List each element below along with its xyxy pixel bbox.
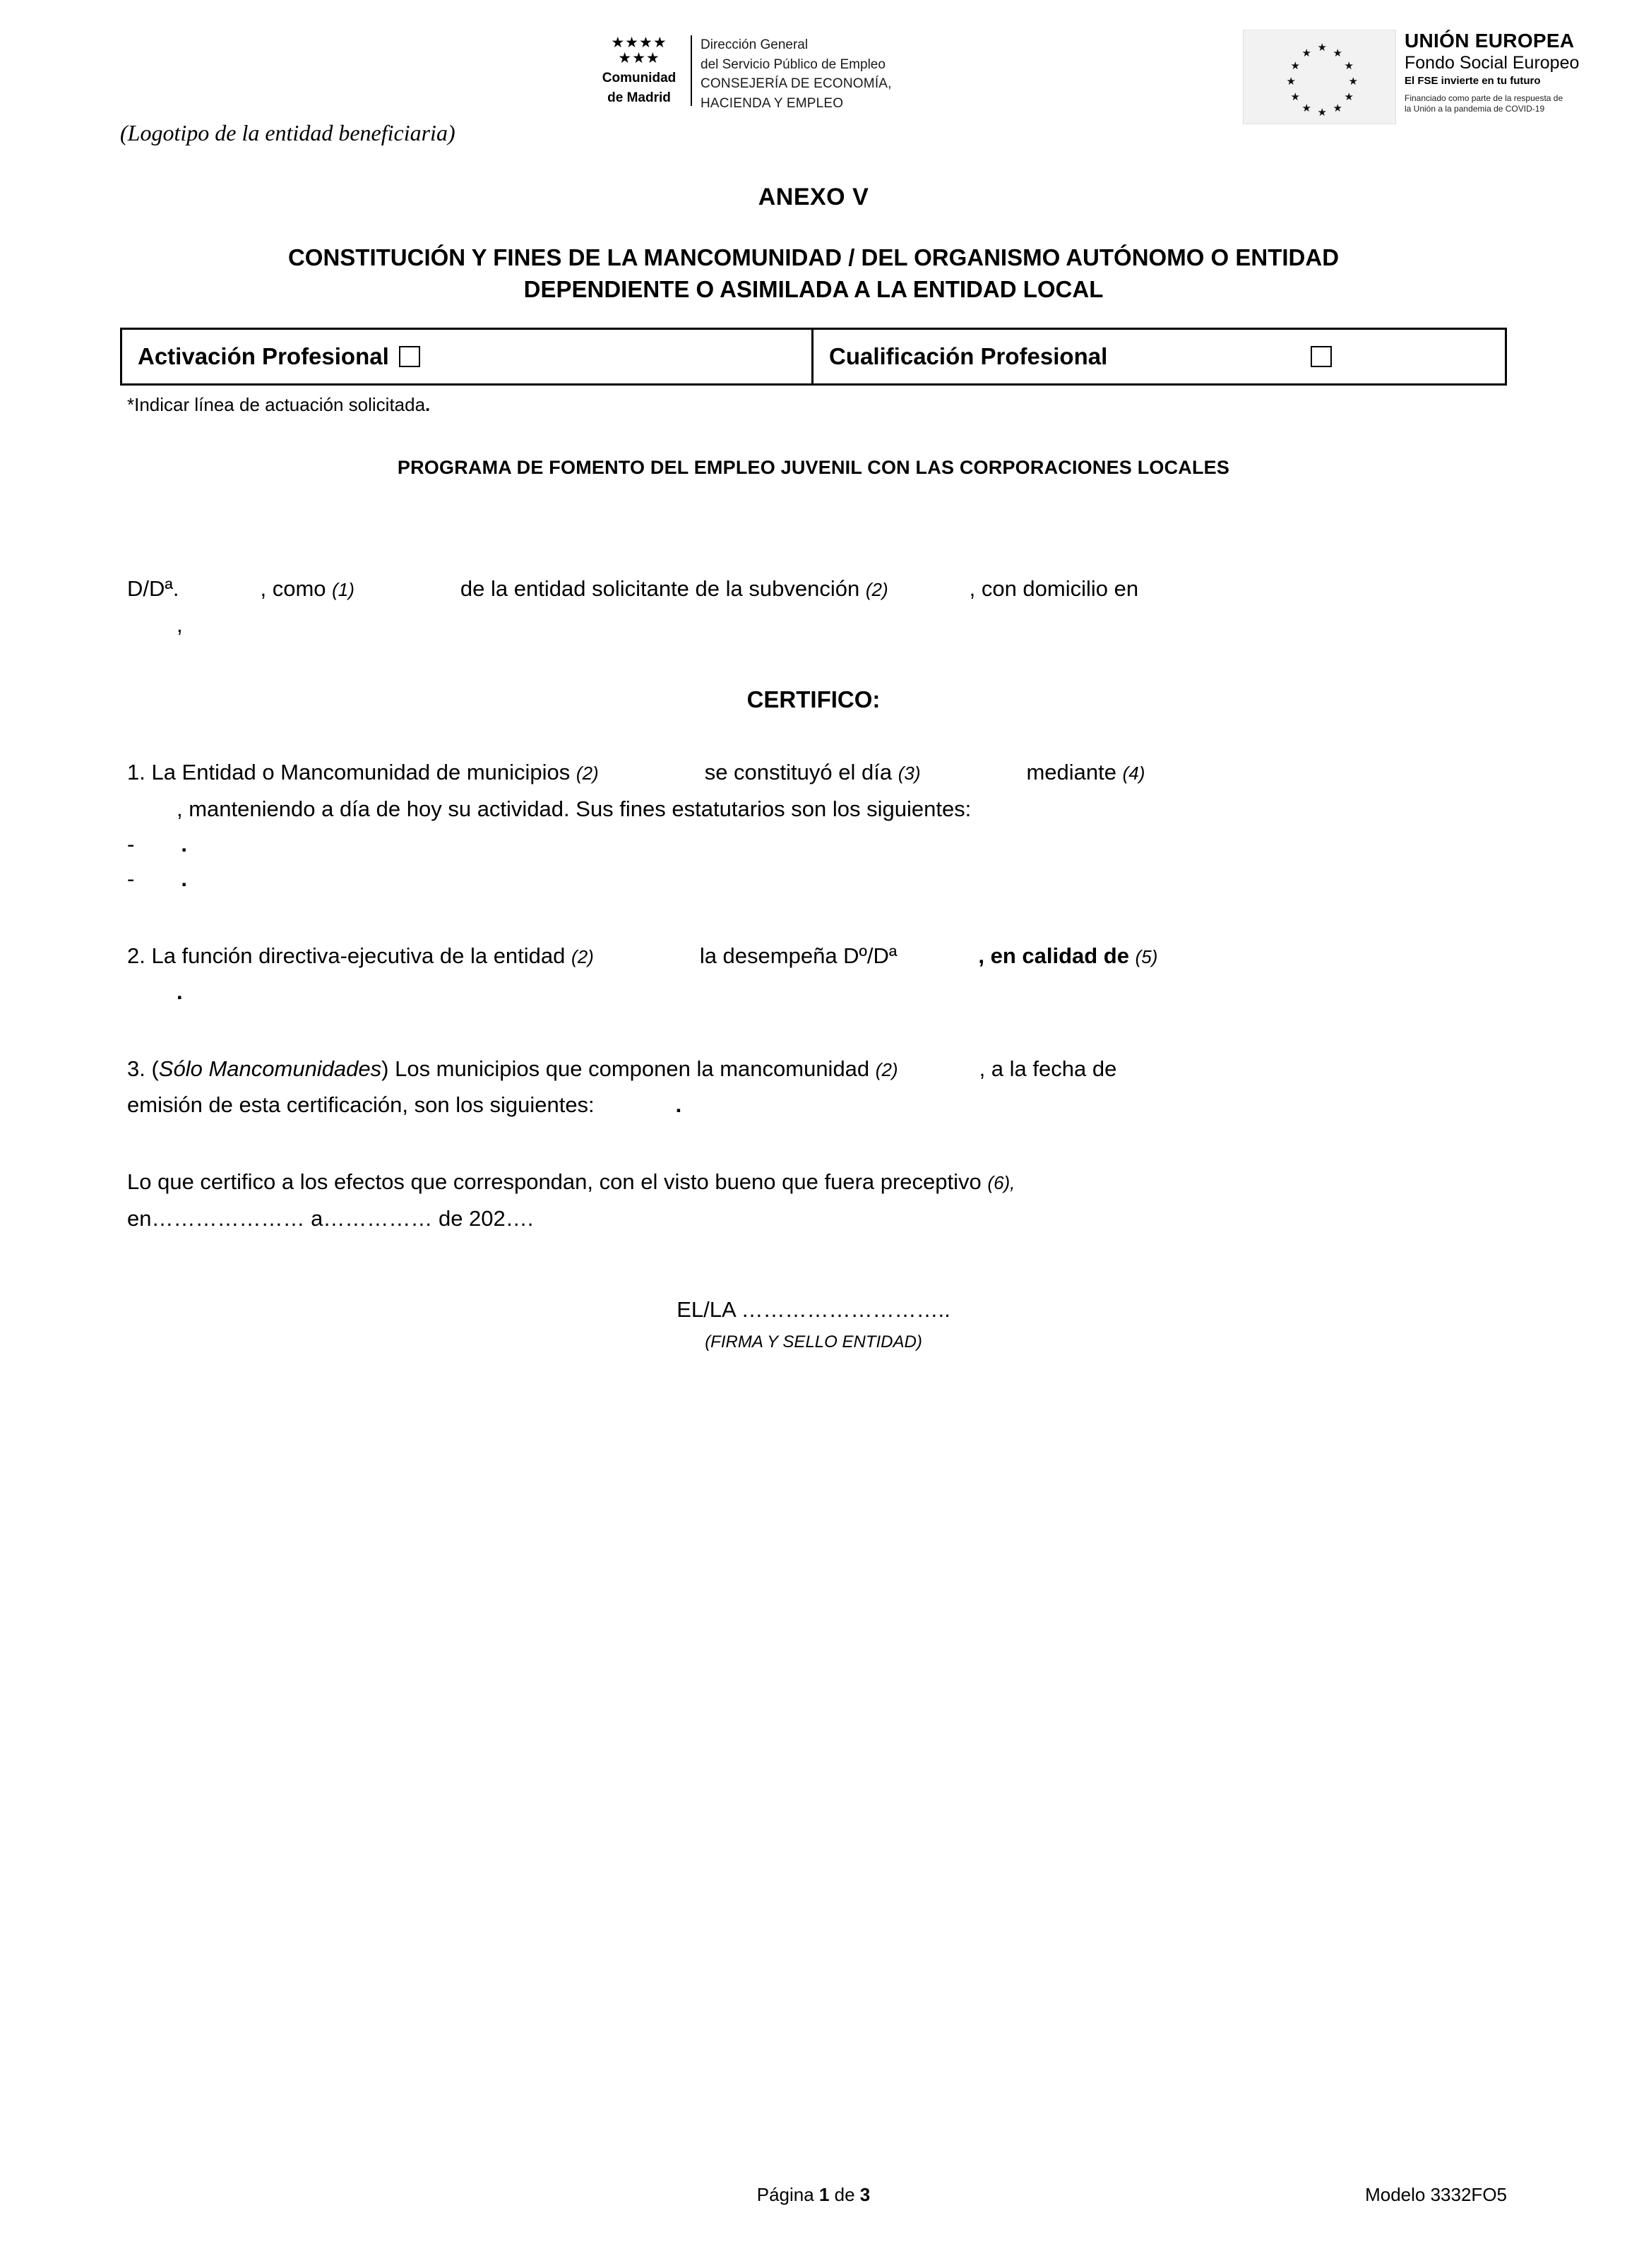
item2-part-c: , en calidad de <box>978 943 1129 968</box>
checkbox-activacion-profesional[interactable] <box>399 346 420 367</box>
item1-bullet-2-dot: . <box>181 866 187 892</box>
eu-slogan: El FSE invierte en tu futuro <box>1405 75 1541 87</box>
closing-paragraph <box>120 1164 1507 1236</box>
item3-ref-1: (2) <box>875 1059 898 1081</box>
item1-bullet-1-dot: . <box>181 831 187 857</box>
closing-ref: (6), <box>987 1172 1015 1194</box>
item2-part-b: la desempeña Dº/Dª <box>699 943 898 968</box>
item1-part-b: se constituyó el día <box>704 760 893 785</box>
option-cualificacion-profesional[interactable] <box>814 330 1505 383</box>
cm-text-line4: HACIENDA Y EMPLEO <box>701 95 844 111</box>
item1-part-a: 1. La Entidad o Mancomunidad de municipios <box>127 760 571 785</box>
intro-ref-1: (1) <box>332 579 354 601</box>
item2-ref-1: (2) <box>571 945 594 967</box>
intro-part5: , <box>177 612 183 638</box>
beneficiary-logo-placeholder: (Logotipo de la entidad beneficiaria) <box>120 120 455 145</box>
eu-title: UNIÓN EUROPEA <box>1405 30 1575 52</box>
action-line-note-text: *Indicar línea de actuación solicitada <box>127 394 426 416</box>
item1-bullet-1-dash: - <box>127 831 135 857</box>
cm-name-line1: Comunidad <box>602 71 677 86</box>
action-line-table <box>120 328 1507 386</box>
item3-part-c: , a la fecha de <box>979 1056 1117 1082</box>
item1-ref-3: (4) <box>1122 763 1145 784</box>
cm-department-text <box>692 35 892 113</box>
cm-stars-top-icon: ★★★★ <box>611 35 667 51</box>
option-cualificacion-label: Cualificación Profesional <box>829 343 1108 370</box>
item2-paragraph <box>120 938 1507 1010</box>
intro-paragraph <box>120 571 1507 643</box>
cm-text-line3: CONSEJERÍA DE ECONOMÍA, <box>701 76 892 92</box>
item1-bullet-1 <box>120 827 1507 862</box>
eu-flag-icon <box>1243 30 1396 124</box>
document-header <box>120 0 1580 148</box>
cm-name-line2: de Madrid <box>607 90 671 105</box>
item3-part-a: 3. ( <box>127 1056 159 1082</box>
union-europea-logo <box>1243 30 1616 124</box>
item1-ref-1: (2) <box>576 763 599 784</box>
eu-finance-line1: Financiado como parte de la respuesta de <box>1405 93 1563 103</box>
program-subtitle: PROGRAMA DE FOMENTO DEL EMPLEO JUVENIL CON LAS CORPORACIONES LOCALES <box>397 457 1230 479</box>
item3-paragraph <box>120 1051 1507 1123</box>
item1-paragraph <box>120 754 1507 826</box>
item2-dot: . <box>177 979 183 1004</box>
item1-part-c: mediante <box>1026 760 1117 785</box>
page-total: 3 <box>859 2184 871 2205</box>
item3-dot: . <box>675 1092 682 1118</box>
certification-item-2 <box>120 938 1507 1010</box>
eu-stars-icon: ★ ★ ★ ★ ★ ★ ★ ★ ★ ★ ★ ★ <box>1286 42 1358 119</box>
action-line-note-dot: . <box>425 394 431 416</box>
document-body <box>120 571 1507 1352</box>
cm-stars-bottom-icon: ★★★ <box>618 50 660 67</box>
closing-part-a: Lo que certifico a los efectos que correspondan, con el visto bueno que fuera preceptivo <box>127 1169 982 1195</box>
signature-caption: (FIRMA Y SELLO ENTIDAD) <box>705 1332 922 1351</box>
item3-italic: Sólo Mancomunidades <box>158 1056 382 1082</box>
option-activacion-label: Activación Profesional <box>138 343 389 370</box>
item1-bullet-2 <box>120 861 1507 897</box>
certifico-heading: CERTIFICO: <box>746 686 881 713</box>
page-number <box>757 2184 871 2206</box>
intro-part3: de la entidad solicitante de la subvención <box>460 576 860 602</box>
option-activacion-profesional[interactable] <box>122 330 814 383</box>
intro-ref-2: (2) <box>865 579 888 601</box>
eu-subtitle: Fondo Social Europeo <box>1405 53 1580 73</box>
model-code: Modelo 3332FO5 <box>1365 2184 1507 2205</box>
cm-text-line1: Dirección General <box>701 37 809 52</box>
signature-block <box>120 1297 1507 1352</box>
page-title-line1: CONSTITUCIÓN Y FINES DE LA MANCOMUNIDAD / DEL ORGANISMO AUTÓNOMO O ENTIDAD <box>287 244 1340 270</box>
intro-part4: , con domicilio en <box>969 576 1139 602</box>
intro-part1: D/Dª. <box>127 576 179 602</box>
item1-part-d: , manteniendo a día de hoy su actividad. Sus fines estatutarios son los siguientes: <box>177 796 972 821</box>
action-line-note <box>120 394 1507 416</box>
document-footer <box>120 2184 1507 2206</box>
checkbox-cualificacion-profesional[interactable] <box>1311 346 1332 367</box>
item3-part-b: ) Los municipios que componen la mancomunidad <box>381 1056 870 1082</box>
comunidad-de-madrid-logo <box>593 35 892 113</box>
page-prefix: Página <box>756 2184 814 2205</box>
eu-text-block <box>1396 30 1616 114</box>
page-title <box>120 242 1507 305</box>
closing-paragraph-block <box>120 1164 1507 1236</box>
item2-ref-2: (5) <box>1135 945 1158 967</box>
item2-part-a: 2. La función directiva-ejecutiva de la entidad <box>127 943 566 968</box>
page-mid: de <box>834 2184 855 2205</box>
signature-line[interactable]: EL/LA ……………………….. <box>677 1296 950 1322</box>
item1-bullet-2-dash: - <box>127 866 135 892</box>
eu-finance-line2: la Unión a la pandemia de COVID-19 <box>1405 104 1545 114</box>
certification-item-3 <box>120 1051 1507 1123</box>
intro-part2: , como <box>260 576 326 602</box>
annex-title: ANEXO V <box>758 184 869 210</box>
closing-part-b: en………………… a…………… de 202…. <box>127 1205 534 1231</box>
page-title-line2: DEPENDIENTE O ASIMILADA A LA ENTIDAD LOCAL <box>523 275 1104 302</box>
item1-ref-2: (3) <box>898 763 921 784</box>
cm-text-line2: del Servicio Público de Empleo <box>701 56 886 72</box>
cm-emblem <box>593 35 692 106</box>
page-current: 1 <box>818 2184 830 2205</box>
item3-part-d: emisión de esta certificación, son los siguientes: <box>127 1092 595 1118</box>
certification-item-1 <box>120 754 1507 896</box>
